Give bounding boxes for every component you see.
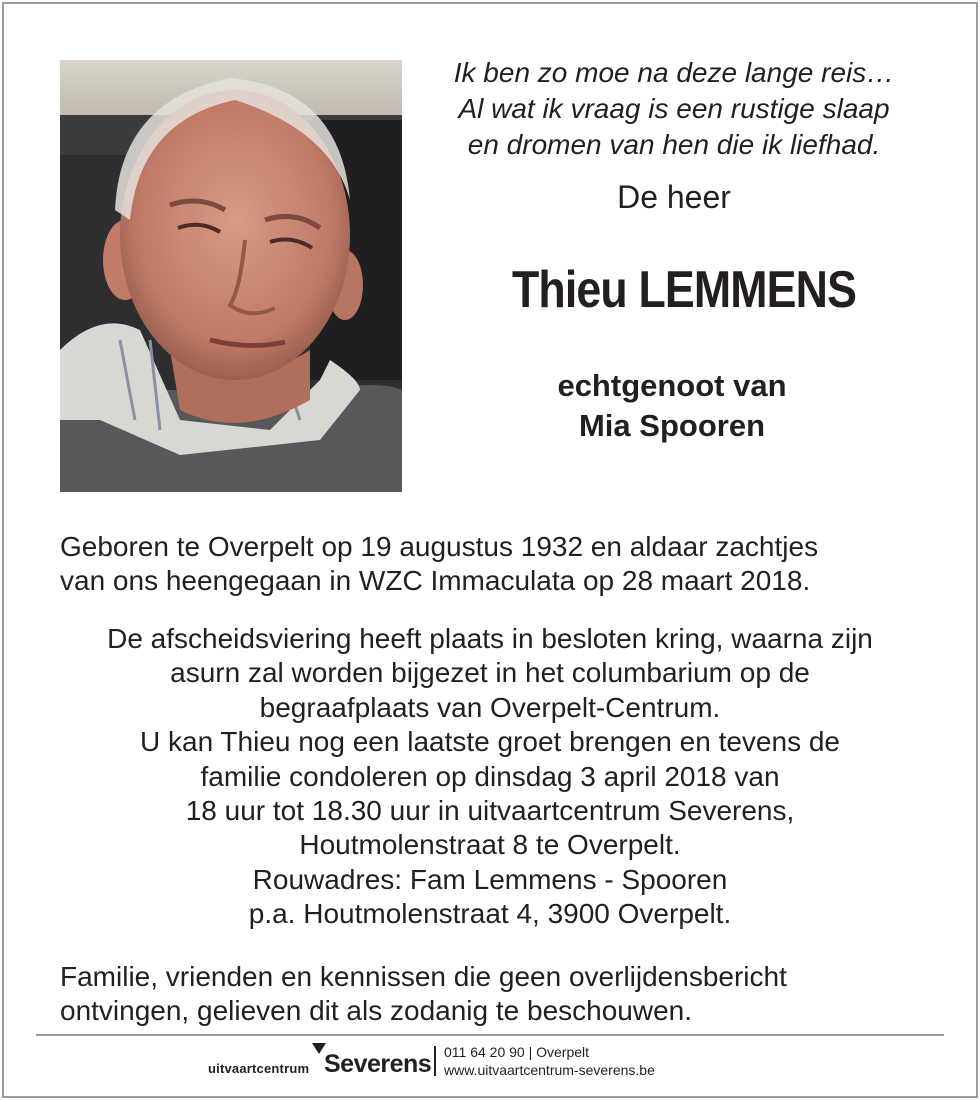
poem-line: Al wat ik vraag is een rustige slaap	[458, 93, 890, 124]
text-line: familie condoleren op dinsdag 3 april 2018 van	[200, 760, 780, 792]
closing-paragraph	[60, 960, 940, 1028]
footer-separator	[434, 1046, 436, 1076]
footer-divider	[36, 1034, 944, 1036]
spouse-name: Mia Spooren	[578, 408, 765, 443]
relation-label: echtgenoot van	[557, 368, 787, 403]
poem-line: en dromen van hen die ik liefhad.	[467, 129, 881, 160]
text-line: Rouwadres: Fam Lemmens - Spooren	[252, 863, 728, 895]
text-line: p.a. Houtmolenstraat 4, 3900 Overpelt.	[248, 898, 732, 930]
text-line: Houtmolenstraat 8 te Overpelt.	[299, 829, 681, 861]
contact-phone-line: 011 64 20 90 | Overpelt	[444, 1044, 590, 1060]
text-line: begraafplaats van Overpelt-Centrum.	[259, 691, 721, 723]
ceremony-paragraph	[40, 622, 940, 932]
logo-name: Severens	[324, 1050, 432, 1078]
deceased-name: Thieu LEMMENS	[511, 261, 857, 319]
text-line: Geboren te Overpelt op 19 augustus 1932 en aldaar zachtjes	[60, 531, 819, 562]
honorific: De heer	[617, 179, 731, 215]
poem-quote	[410, 55, 938, 163]
text-line: U kan Thieu nog een laatste groet brengen en tevens de	[140, 726, 840, 758]
footer-contact	[444, 1043, 655, 1079]
text-line: 18 uur tot 18.30 uur in uitvaartcentrum Severens,	[185, 795, 795, 827]
text-line: van ons heengegaan in WZC Immaculata op 28 maart 2018.	[60, 565, 811, 596]
text-line: ontvingen, gelieven dit als zodanig te beschouwen.	[60, 995, 692, 1026]
logo-prefix: uitvaartcentrum	[208, 1061, 310, 1076]
spouse-block	[410, 366, 934, 446]
contact-website[interactable]: www.uitvaartcentrum-severens.be	[444, 1062, 655, 1078]
poem-line: Ik ben zo moe na deze lange reis…	[453, 57, 895, 88]
birth-death-paragraph	[60, 530, 940, 598]
portrait-photo	[60, 60, 402, 492]
text-line: asurn zal worden bijgezet in het columbarium op de	[170, 657, 810, 689]
text-line: De afscheidsviering heeft plaats in besloten kring, waarna zijn	[107, 623, 873, 654]
funeral-home-footer	[208, 1040, 728, 1082]
text-line: Familie, vrienden en kennissen die geen overlijdensbericht	[60, 961, 787, 992]
